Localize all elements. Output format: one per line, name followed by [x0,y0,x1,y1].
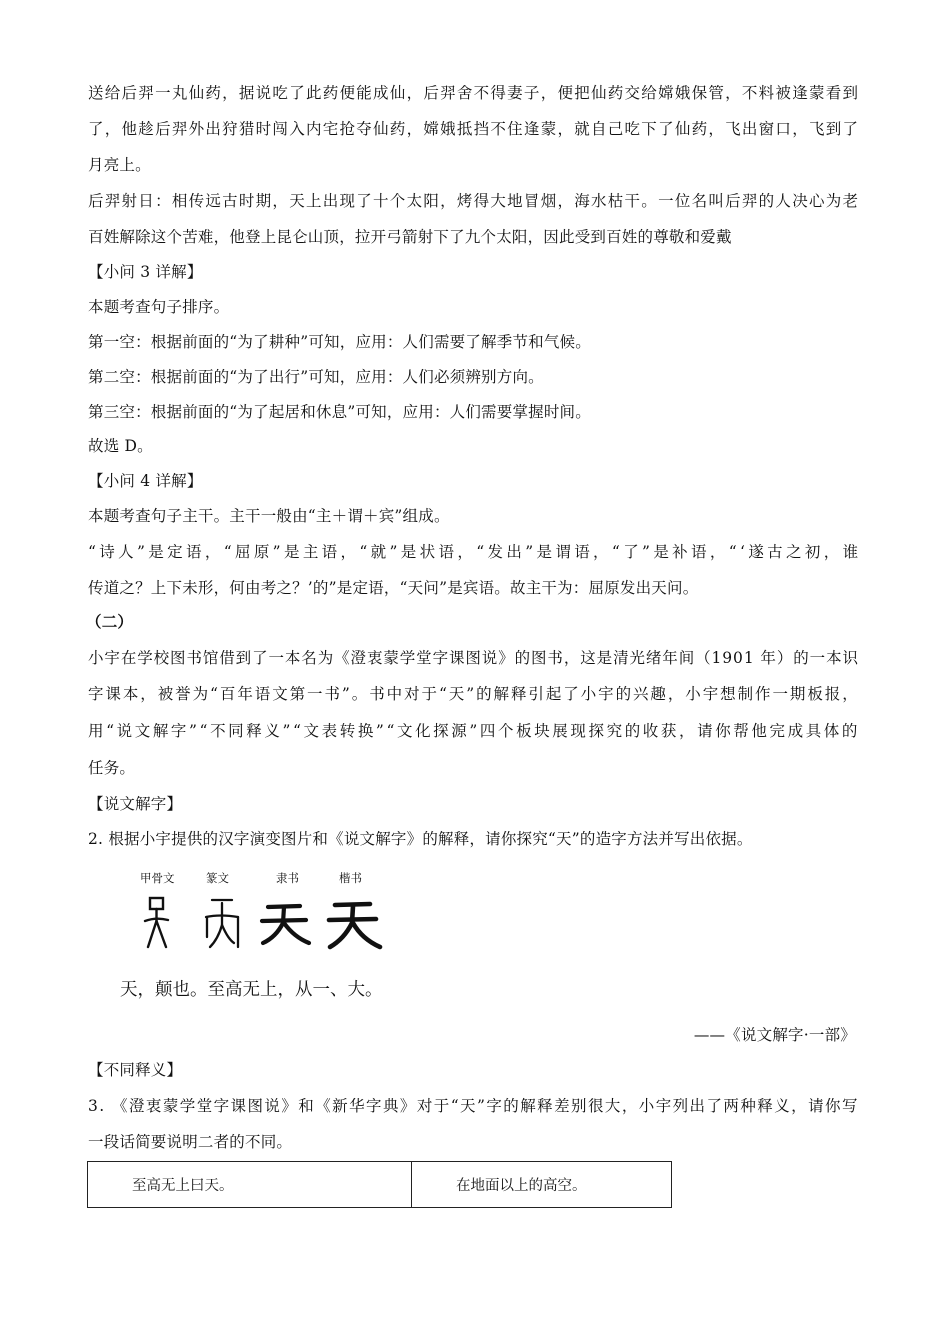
paragraph-line: 送给后羿一丸仙药，据说吃了此药便能成仙，后羿舍不得妻子，便把仙药交给嫦娥保管，不料被逢蒙看到 [88,84,860,102]
paragraph-line: 用“说文解字”“不同释义”“文表转换”“文化探源”四个板块展现探究的收获，请你帮他完成具体的 [88,722,860,740]
paragraph-line: 小宇在学校图书馆借到了一本名为《澄衷蒙学堂字课图说》的图书，这是清光绪年间（1901 年）的一本识 [88,649,859,667]
section-heading: 【小问 3 详解】 [88,263,203,281]
section-heading: 【不同释义】 [88,1061,183,1079]
paragraph-line: 传道之？上下未形，何由考之？’的”是定语，“天问”是宾语。故主干为：屈原发出天问。 [88,579,699,597]
shuowen-quote: 天，颠也。至高无上，从一、大。 [120,980,383,1000]
section-heading: 【说文解字】 [88,795,183,813]
quote-source: ——《说文解字·一部》 [693,1026,856,1044]
definitions-table [87,1161,672,1208]
seal-script-glyph [206,900,238,947]
oracle-bone-glyph [145,898,168,947]
paragraph-line: 本题考查句子排序。 [88,298,230,316]
paragraph-line: 月亮上。 [88,156,151,174]
paragraph-line: 任务。 [88,759,136,777]
section-number: （二） [86,612,134,631]
definition-cell-right: 在地面以上的高空。 [456,1178,587,1194]
paragraph-line: 本题考查句子主干。主干一般由“主＋谓＋宾”组成。 [88,507,450,525]
character-evolution-image [140,895,390,955]
paragraph-line: 第三空：根据前面的“为了起居和休息”可知，应用：人们需要掌握时间。 [88,403,591,421]
paragraph-line: 故选 D。 [88,437,153,455]
regular-script-glyph [329,904,380,947]
paragraph-line: 第二空：根据前面的“为了出行”可知，应用：人们必须辨别方向。 [88,368,544,386]
label-regular-script: 楷书 [339,871,362,885]
question-text: 一段话简要说明二者的不同。 [88,1133,293,1151]
label-clerical-script: 隶书 [276,871,299,885]
paragraph-line: “诗人”是定语，“屈原”是主语，“就”是状语，“发出”是谓语，“了”是补语，“‘遂古之初，谁 [88,543,862,561]
question-text: 2. 根据小宇提供的汉字演变图片和《说文解字》的解释，请你探究“天”的造字方法并写出依据。 [88,830,753,848]
definition-cell-left: 至高无上曰天。 [88,1162,412,1207]
paragraph-line: 后羿射日：相传远古时期，天上出现了十个太阳，烤得大地冒烟，海水枯干。一位名叫后羿的人决心为老 [88,192,860,210]
paragraph-line: 第一空：根据前面的“为了耕种”可知，应用：人们需要了解季节和气候。 [88,333,591,351]
question-text: 3. 《澄衷蒙学堂字课图说》和《新华字典》对于“天”字的解释差别很大，小宇列出了两种释义，请你写 [88,1097,859,1115]
section-heading: 【小问 4 详解】 [88,472,203,490]
paragraph-line: 百姓解除这个苦难，他登上昆仑山顶，拉开弓箭射下了九个太阳，因此受到百姓的尊敬和爱戴 [88,228,732,246]
label-oracle-bone: 甲骨文 [140,871,175,885]
clerical-script-glyph [262,906,309,943]
paragraph-line: 字课本，被誉为“百年语文第一书”。书中对于“天”的解释引起了小宇的兴趣，小宇想制作一期板报， [88,685,860,703]
paragraph-line: 了，他趁后羿外出狩猎时闯入内宅抢夺仙药，嫦娥抵挡不住逢蒙，就自己吃下了仙药，飞出窗口，飞到了 [88,120,860,138]
label-seal-script: 篆文 [206,871,229,885]
